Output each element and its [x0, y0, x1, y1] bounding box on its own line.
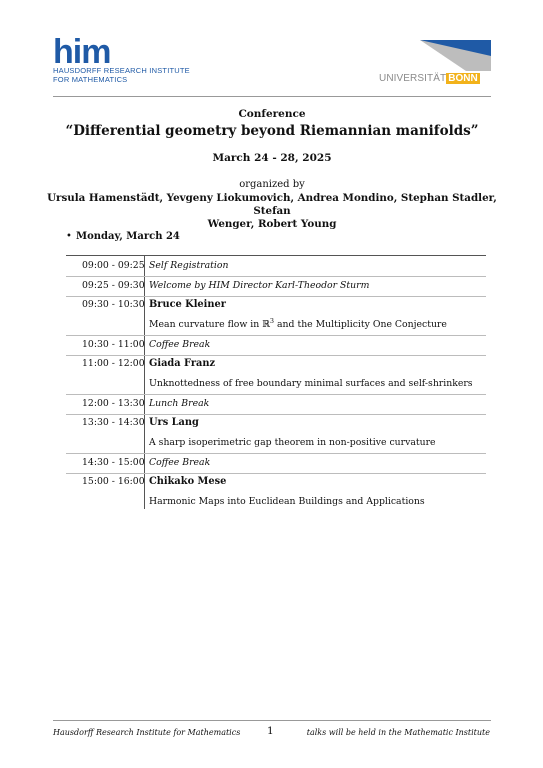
- footer-rule: [53, 720, 491, 721]
- table-row: [66, 472, 486, 492]
- bonn-logo-city: BONN: [448, 73, 478, 84]
- header-rule: [53, 96, 491, 97]
- time-cell: 15:00 - 16:00: [82, 476, 145, 487]
- talk-title-superscript: 3: [269, 316, 275, 325]
- talk-title-part: and the Multiplicity One Conjecture: [274, 319, 447, 330]
- him-logo-word: him: [53, 33, 111, 71]
- time-cell: 09:00 - 09:25: [82, 260, 145, 271]
- bullet-icon: •: [66, 231, 72, 242]
- session-cell: Coffee Break: [149, 339, 211, 350]
- talk-title-cell: Harmonic Maps into Euclidean Buildings and Applications: [149, 496, 425, 507]
- time-cell: 11:00 - 12:00: [82, 358, 145, 369]
- time-cell: 12:00 - 13:30: [82, 398, 145, 409]
- page-number: 1: [267, 725, 274, 737]
- day-title: Monday, March 24: [76, 231, 180, 242]
- table-row: [66, 492, 486, 512]
- page-header: [0, 0, 543, 100]
- bonn-logo-text: [379, 73, 491, 84]
- talk-title-cell: A sharp isoperimetric gap theorem in non-positive curvature: [149, 437, 436, 448]
- organizers-line-1: Ursula Hamenstädt, Yevgeny Liokumovich, Andrea Mondino, Stephan Stadler, Stefan: [47, 192, 497, 217]
- speaker-cell: Giada Franz: [149, 358, 216, 369]
- table-row: [66, 256, 486, 276]
- table-row: [66, 413, 486, 433]
- speaker-cell: Chikako Mese: [149, 476, 227, 487]
- him-logo-line1: HAUSDORFF RESEARCH INSTITUTE: [53, 66, 190, 75]
- organizers-line-2: Wenger, Robert Young: [207, 218, 337, 230]
- time-cell: 09:25 - 09:30: [82, 280, 145, 291]
- talk-title-cell: Unknottedness of free boundary minimal surfaces and self-shrinkers: [149, 378, 473, 389]
- event-dates: March 24 - 28, 2025: [212, 152, 332, 164]
- table-row: [66, 335, 486, 355]
- speaker-cell: Urs Lang: [149, 417, 199, 428]
- table-row: [66, 453, 486, 473]
- time-cell: 09:30 - 10:30: [82, 299, 145, 310]
- session-cell: Coffee Break: [149, 457, 211, 468]
- talk-title-part: Mean curvature flow in ℝ: [149, 319, 270, 330]
- bonn-logo-uni: UNIVERSITÄT: [379, 73, 447, 84]
- day-heading: [66, 231, 180, 242]
- him-logo: [53, 33, 190, 84]
- event-title: “Differential geometry beyond Riemannian manifolds”: [65, 123, 479, 139]
- talk-title-cell: [149, 315, 447, 335]
- time-cell: 13:30 - 14:30: [82, 417, 145, 428]
- table-row: [66, 433, 486, 453]
- organized-by-label: organized by: [239, 179, 305, 190]
- session-cell: Welcome by HIM Director Karl-Theodor Sturm: [149, 280, 370, 291]
- table-row: [66, 276, 486, 296]
- table-row: [66, 374, 486, 394]
- session-cell: Lunch Break: [149, 398, 210, 409]
- session-cell: Self Registration: [149, 260, 229, 271]
- footer-venue-note: talks will be held in the Mathematic Institute: [306, 728, 490, 737]
- bonn-logo-mark-icon: [420, 40, 491, 71]
- him-logo-line2: FOR MATHEMATICS: [53, 74, 128, 84]
- footer-institute: Hausdorff Research Institute for Mathematics: [53, 728, 241, 737]
- table-row: [66, 354, 486, 374]
- event-label: Conference: [238, 108, 306, 120]
- time-cell: 14:30 - 15:00: [82, 457, 145, 468]
- table-row: [66, 295, 486, 315]
- table-row: [66, 315, 486, 335]
- table-row: [66, 394, 486, 414]
- event-title-block: [40, 108, 504, 231]
- time-cell: 10:30 - 11:00: [82, 339, 145, 350]
- speaker-cell: Bruce Kleiner: [149, 299, 226, 310]
